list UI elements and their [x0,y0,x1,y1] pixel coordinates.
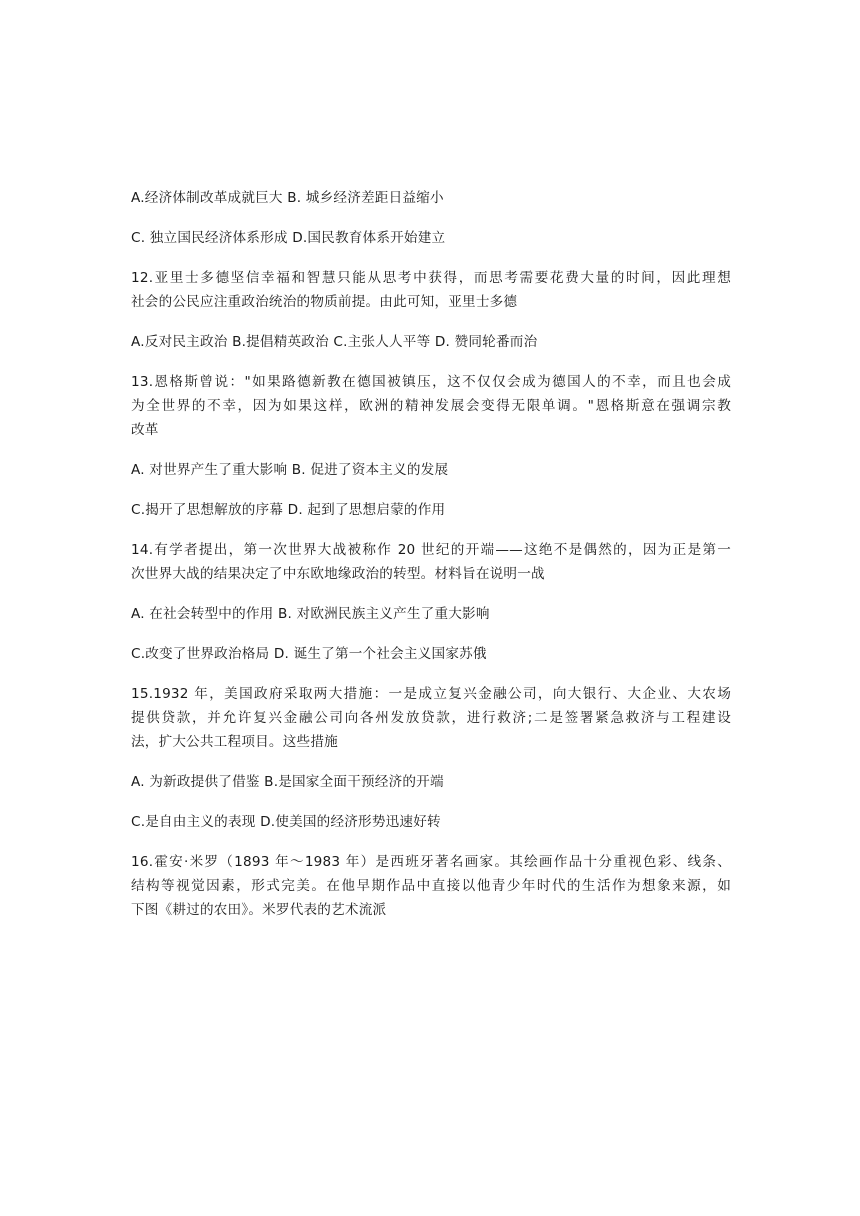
text-line: C.是自由主义的表现 D.使美国的经济形势迅速好转 [131,814,441,830]
text-line: 15.1932 年，美国政府采取两大措施：一是成立复兴金融公司，向大银行、大企业、大农场 [131,686,731,702]
text-line: 下图《耕过的农田》。米罗代表的艺术流派 [131,902,387,918]
options-q14-c-d [131,642,731,666]
text-line: A. 对世界产生了重大影响 B. 促进了资本主义的发展 [131,462,449,478]
options-q15-a-b [131,770,731,794]
document-page [131,186,731,938]
text-line: 16.霍安·米罗（1893 年～1983 年）是西班牙著名画家。其绘画作品十分重视色彩、线条、 [131,854,731,870]
question-15 [131,682,731,754]
text-line: 12.亚里士多德坚信幸福和智慧只能从思考中获得，而思考需要花费大量的时间，因此理想 [131,270,731,286]
text-line: C.揭开了思想解放的序幕 D. 起到了思想启蒙的作用 [131,502,446,518]
text-line: 改革 [131,422,159,438]
text-line: 提供贷款，并允许复兴金融公司向各州发放贷款，进行救济;二是签署紧急救济与工程建设 [131,710,731,726]
options-q11-a-b [131,186,731,210]
question-13 [131,370,731,442]
text-line: C. 独立国民经济体系形成 D.国民教育体系开始建立 [131,230,446,246]
text-line: 14.有学者提出，第一次世界大战被称作 20 世纪的开端——这绝不是偶然的，因为正是第一 [131,542,731,558]
text-line: A.经济体制改革成就巨大 B. 城乡经济差距日益缩小 [131,190,444,206]
options-q13-a-b [131,458,731,482]
text-line: A. 为新政提供了借鉴 B.是国家全面干预经济的开端 [131,774,444,790]
question-14 [131,538,731,586]
question-16 [131,850,731,922]
text-line: 次世界大战的结果决定了中东欧地缘政治的转型。材料旨在说明一战 [131,566,545,582]
text-line: 13.恩格斯曾说："如果路德新教在德国被镇压，这不仅仅会成为德国人的不幸，而且也会成 [131,374,731,390]
options-q12 [131,330,731,354]
text-line: 法，扩大公共工程项目。这些措施 [131,734,338,750]
text-line: 结构等视觉因素，形式完美。在他早期作品中直接以他青少年时代的生活作为想象来源，如 [131,878,731,894]
text-line: A. 在社会转型中的作用 B. 对欧洲民族主义产生了重大影响 [131,606,490,622]
options-q15-c-d [131,810,731,834]
options-q11-c-d [131,226,731,250]
question-12 [131,266,731,314]
text-line: 社会的公民应注重政治统治的物质前提。由此可知，亚里士多德 [131,294,518,310]
options-q13-c-d [131,498,731,522]
text-line: 为全世界的不幸，因为如果这样，欧洲的精神发展会变得无限单调。"恩格斯意在强调宗教 [131,398,731,414]
text-line: C.改变了世界政治格局 D. 诞生了第一个社会主义国家苏俄 [131,646,487,662]
text-line: A.反对民主政治 B.提倡精英政治 C.主张人人平等 D. 赞同轮番而治 [131,334,538,350]
options-q14-a-b [131,602,731,626]
